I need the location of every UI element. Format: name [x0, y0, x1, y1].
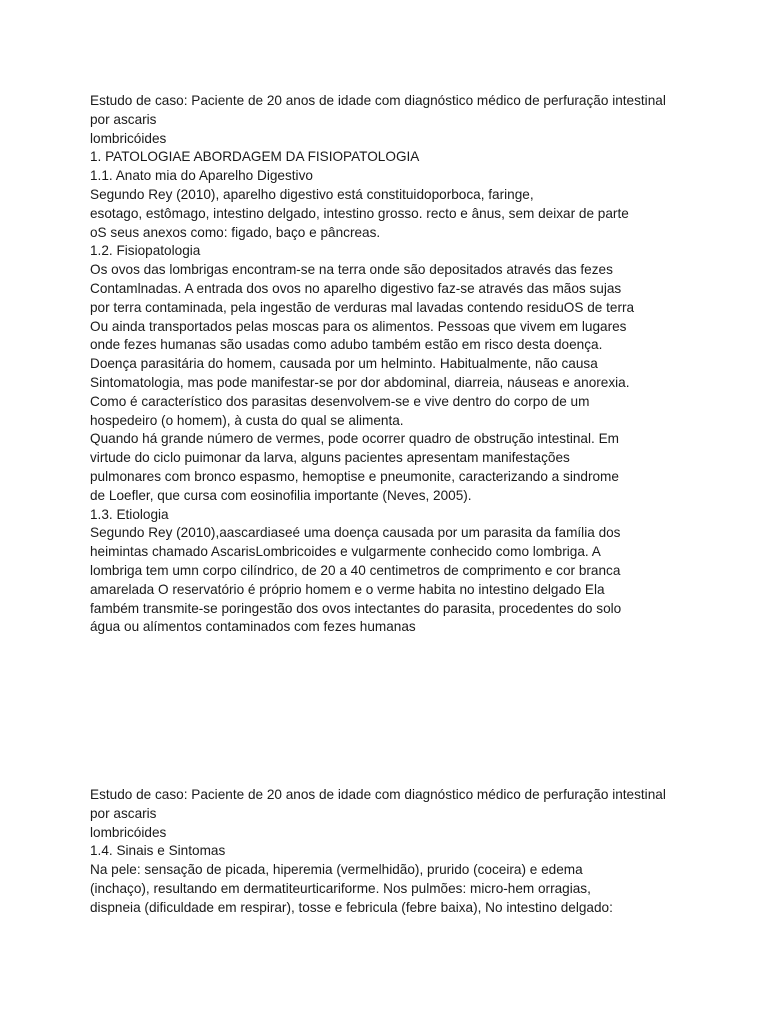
text-line: por ascaris: [90, 805, 157, 821]
text-line: (inchaço), resultando em dermatiteurticariforme. Nos pulmões: micro-hem orragias,: [90, 880, 591, 896]
text-line: hospedeiro (o homem), à custa do qual se alimenta.: [90, 412, 404, 428]
page-2-text: [90, 786, 710, 918]
page-title: Estudo de caso: Paciente de 20 anos de idade com diagnóstico médico de perfuração intestinal: [90, 787, 666, 802]
text-line: Contamlnadas. A entrada dos ovos no aparelho digestivo faz-se através das mãos sujas: [90, 280, 622, 296]
subsection-heading: 1.1. Anato mia do Aparelho Digestivo: [90, 168, 313, 184]
page-1-text: [90, 92, 710, 637]
text-line: oS seus anexos como: figado, baço e pâncreas.: [90, 224, 381, 240]
text-line: por ascaris: [90, 111, 157, 127]
text-line: dispneia (dificuldade em respirar), tosse e febricula (febre baixa), No intestino delgado:: [90, 899, 613, 915]
text-line: onde fezes humanas são usadas como adubo também estão em risco desta doença.: [90, 337, 603, 353]
text-line: virtude do ciclo puimonar da larva, alguns pacientes apresentam manifestações: [90, 450, 570, 466]
subsection-heading: 1.3. Etiologia: [90, 506, 169, 522]
text-line: Segundo Rey (2010),aascardiaseé uma doença causada por um parasita da família dos: [90, 525, 621, 541]
subsection-heading: 1.2. Fisiopatologia: [90, 243, 201, 259]
text-line: por terra contaminada, pela ingestão de verduras mal lavadas contendo residuOS de terra: [90, 299, 635, 315]
text-line: Ou ainda transportados pelas moscas para os alimentos. Pessoas que vivem em lugares: [90, 318, 627, 334]
text-line: Doença parasitária do homem, causada por um helminto. Habitualmente, não causa: [90, 356, 598, 372]
text-line: heimintas chamado AscarisLombricoides e vulgarmente conhecido como lombriga. A: [90, 544, 601, 560]
text-line: fambém transmite-se poringestão dos ovos intectantes do parasita, procedentes do solo: [90, 600, 622, 616]
text-line: esotago, estômago, intestino delgado, intestino grosso. recto e ânus, sem deixar de parte: [90, 205, 629, 221]
page-title: Estudo de caso: Paciente de 20 anos de idade com diagnóstico médico de perfuração intestinal: [90, 93, 666, 108]
text-line: amarelada O reservatório é próprio homem e o verme habita no intestino delgado Ela: [90, 581, 605, 597]
text-line: lombricóides: [90, 130, 167, 146]
text-line: lombricóides: [90, 824, 167, 840]
subsection-heading: 1.4. Sinais e Sintomas: [90, 843, 226, 859]
text-line: de Loefler, que cursa com eosinofilia importante (Neves, 2005).: [90, 487, 472, 503]
text-line: Quando há grande número de vermes, pode ocorrer quadro de obstrução intestinal. Em: [90, 431, 619, 447]
text-line: Segundo Rey (2010), aparelho digestivo está constituidoporboca, faringe,: [90, 186, 534, 202]
text-line: Na pele: sensação de picada, hiperemia (vermelhidão), prurido (coceira) e edema: [90, 862, 583, 878]
text-line: Como é característico dos parasitas desenvolvem-se e vive dentro do corpo de um: [90, 393, 590, 409]
text-line: Sintomatologia, mas pode manifestar-se por dor abdominal, diarreia, náuseas e anorexia.: [90, 374, 630, 390]
text-line: Os ovos das lombrigas encontram-se na terra onde são depositados através das fezes: [90, 262, 613, 278]
text-line: pulmonares com bronco espasmo, hemoptise e pneumonite, caracterizando a sindrome: [90, 468, 619, 484]
text-line: lombriga tem umn corpo cilíndrico, de 20 a 40 centimetros de comprimento e cor branca: [90, 562, 621, 578]
text-line: água ou alímentos contaminados com fezes humanas: [90, 619, 416, 635]
section-heading: 1. PATOLOGIAE ABORDAGEM DA FISIOPATOLOGIA: [90, 149, 420, 165]
